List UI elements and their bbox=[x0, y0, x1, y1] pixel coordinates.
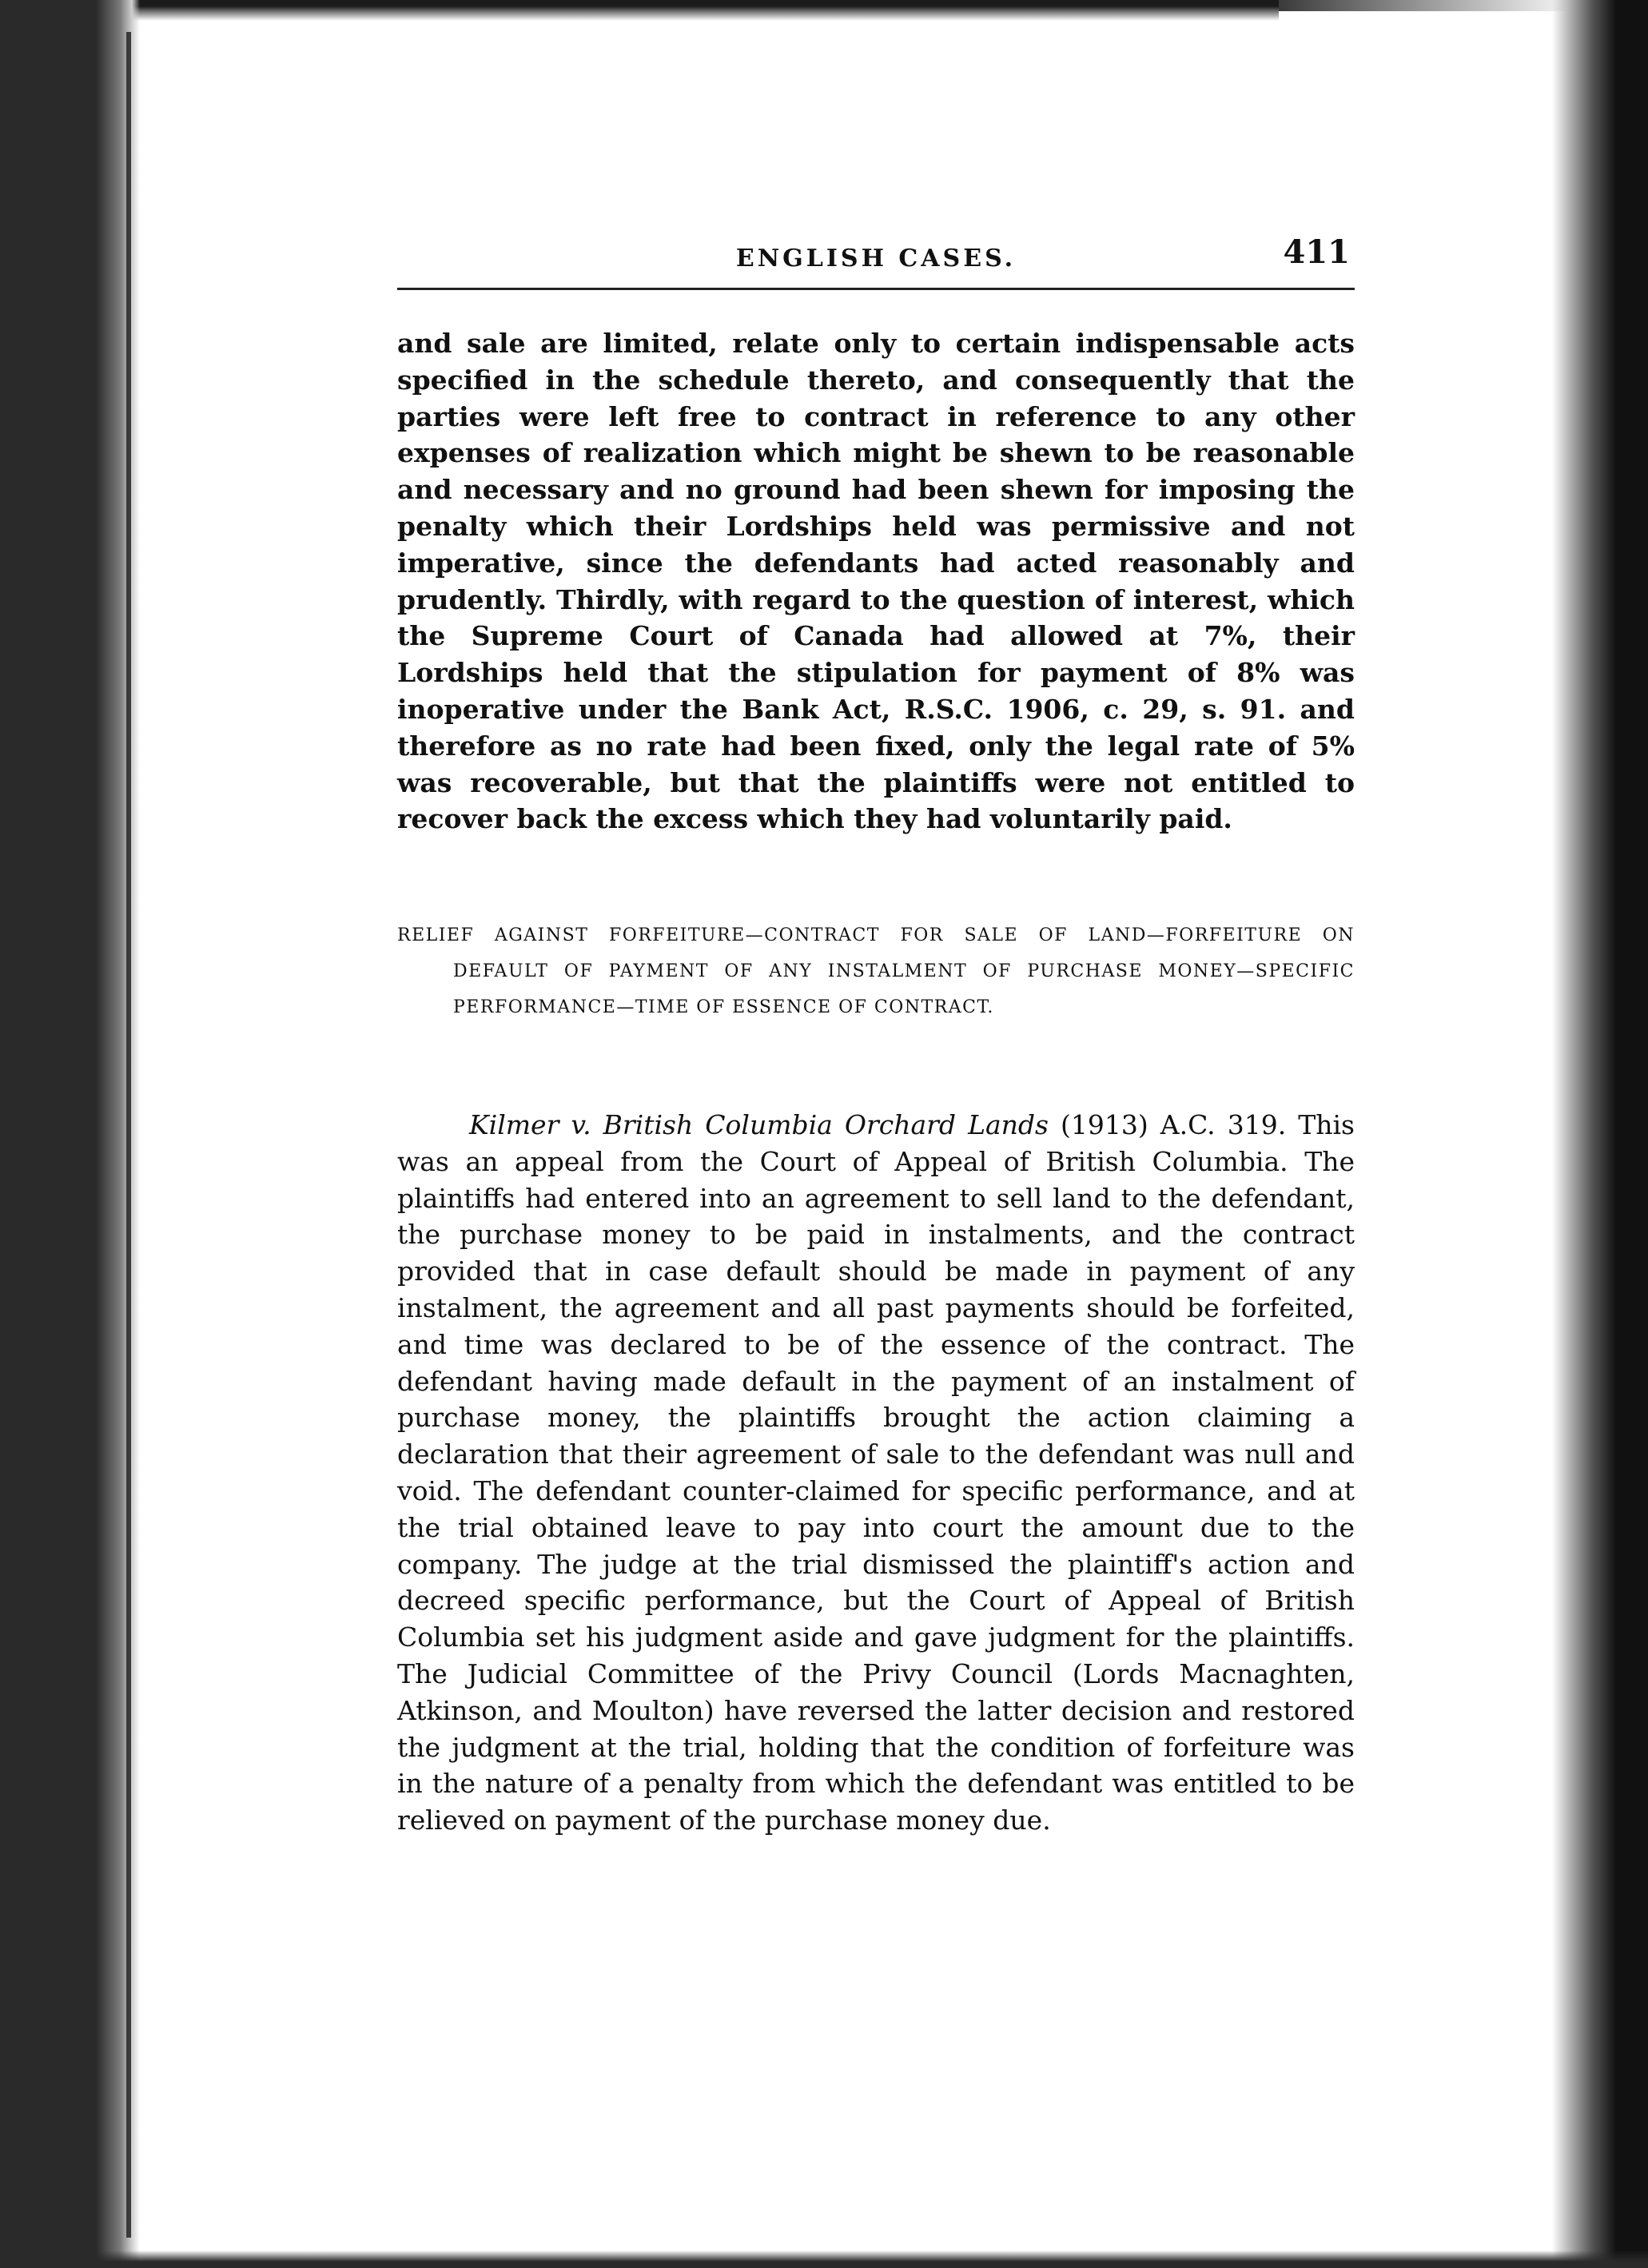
case-summary: This was an appeal from the Court of Appeal of British Columbia. The plaintiffs had entered into an agreement to sell land to the defendant, the purchase money to be paid in instalments, and the contract provided that in case default should be made in payment of any instalment, the agreement and all past payments should be forfeited, and time was declared to be of the essence of the contract. The defendant having made default in the payment of an instalment of purchase money, the plaintiffs brought the action claiming a declaration that their agreement of sale to the defendant was null and void. The defendant counter-claimed for specific performance, and at the trial obtained leave to pay into court the amount due to the company. The judge at the trial dismissed the plaintiff's action and decreed specific performance, but the Court of Appeal of British Columbia set his judgment aside and gave judgment for the plaintiffs. The Judicial Committee of the Privy Council (Lords Macnaghten, Atkinson, and Moulton) have reversed the latter decision and restored the judgment at the trial, holding that the condition of forfeiture was in the nature of a penalty from which the defendant was entitled to be relieved on payment of the purchase money due. bbox=[397, 1109, 1355, 1836]
case-citation: (1913) A.C. 319. bbox=[1048, 1109, 1287, 1140]
binding-line bbox=[126, 32, 131, 2238]
scan-edge-top-fade bbox=[1279, 0, 1582, 11]
case-paragraph bbox=[397, 1107, 1355, 1839]
running-head bbox=[397, 232, 1355, 286]
scan-edge-left bbox=[0, 0, 140, 2268]
running-title: ENGLISH CASES. bbox=[735, 245, 1017, 273]
scan-edge-bottom bbox=[0, 2250, 1648, 2268]
case-name: Kilmer v. British Columbia Orchard Lands bbox=[469, 1109, 1049, 1140]
paragraph-continued: and sale are limited, relate only to certain indispensable acts specified in the schedule thereto, and consequently that the parties were left free to contract in reference to any other expenses of realization which might be shewn to be reasonable and necessary and no ground had been shewn for imposing the penalty which their Lordships held was permissive and not imperative, since the defendants had acted reasonably and prudently. Thirdly, with regard to the question of interest, which the Supreme Court of Canada had allowed at 7%, their Lordships held that the stipulation for payment of 8% was inoperative under the Bank Act, R.S.C. 1906, c. 29, s. 91. and therefore as no rate had been fixed, only the legal rate of 5% was recoverable, but that the plaintiffs were not entitled to recover back the excess which they had voluntarily paid. bbox=[397, 328, 1355, 835]
scan-edge-top bbox=[0, 0, 1279, 21]
case-headnote: RELIEF AGAINST FORFEITURE—CONTRACT FOR SALE OF LAND—FORFEITURE ON DEFAULT OF PAYMENT OF ANY INSTALMENT OF PURCHASE MONEY—SPECIFIC PERFORMANCE—TIME OF ESSENCE OF CONTRACT. bbox=[397, 925, 1355, 1017]
header-rule bbox=[397, 288, 1355, 290]
page-number: 411 bbox=[1283, 233, 1350, 271]
scan-edge-right bbox=[1552, 0, 1648, 2268]
